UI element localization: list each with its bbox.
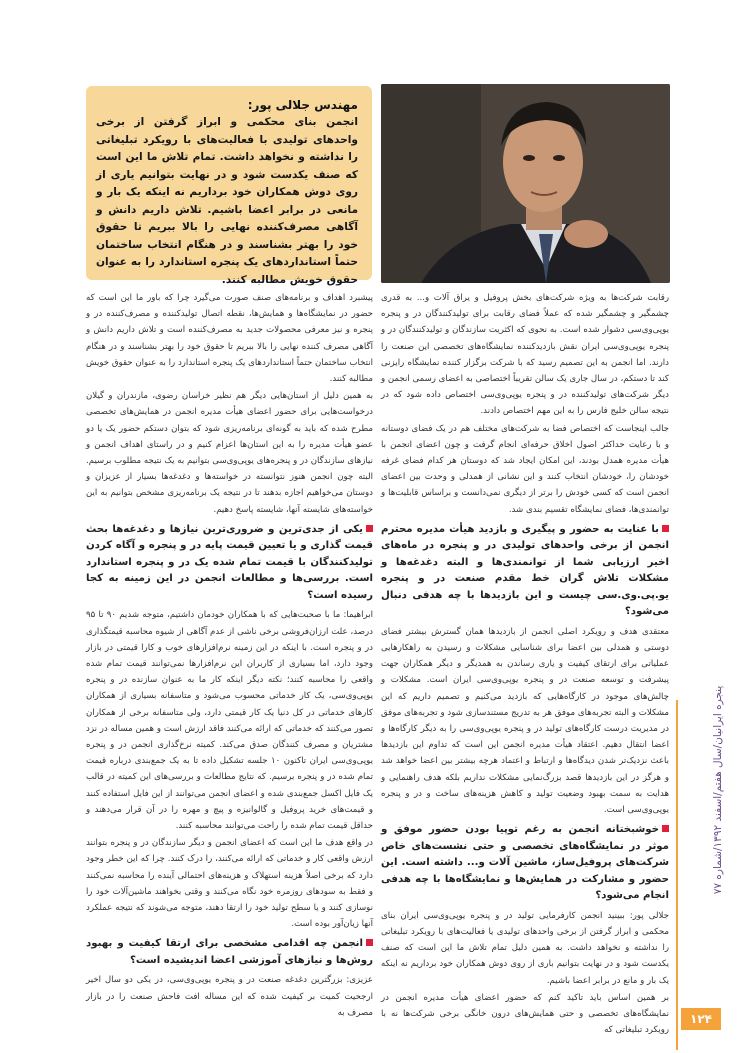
paragraph: ابراهیما: ما با صحبت‌هایی که با همکاران خودمان داشتیم، متوجه شدیم ۹۰ تا ۹۵ درصد، علت ارزان‌فروشی برخی ناشی از عدم آگاهی از شیوه محاسبه قیمتگذاری در و پنجره است. با اینکه در این زمینه نرم‌افزارهای خوب و کارا قیمتی در بازار وجود دارد، اما بسیاری از کاربران این نرم‌افزارها نمی‌توانند قیمت تمام شده واقعی را محاسبه کنند؛ نکته دیگر اینکه کار ما به عنوان سازنده در و پنجره یوپی‌وی‌سی، یک کار خدماتی محسوب می‌شود و متاسفانه بسیاری از همکاران کارهای خدماتی در کل دنیا یک کار قیمتی دارد، ولی متاسفانه برخی از همکاران تصور می‌کنند که خدماتی که ارائه می‌کنند فاقد ارزش است و همین مساله در نزد مشتریان و مصرف کنندگان صدق می‌کند. کمیته نرخ‌گذاری انجمن در و پنجره یوپی‌وی‌سی ایران تاکنون ۱۰ جلسه تشکیل داده تا به یک جمع‌بندی درباره قیمت تمام شده در و پنجره برسیم. که نتایج مطالعات و بررسی‌های این کمیته در قالب یک فایل اکسل جمع‌بندی شده و اعضای انجمن می‌توانند از این فایل استفاده کنند و قیمت‌های خرید پروفیل و گالوانیزه و پیچ و مهره را در آن قرار می‌دهند و حداقل قیمت تمام شده را راحت می‌توانند محاسبه کنند. bbox=[86, 610, 373, 831]
quote-speaker: مهندس جلالی پور: bbox=[247, 98, 358, 112]
paragraph: بر همین اساس باید تاکید کنم که حضور اعضای هیأت مدیره انجمن در نمایشگاه‌های تخصصی و حتی همایش‌های درون خانگی برخی شرکت‌ها نه با رویکرد تبلیغاتی که bbox=[381, 992, 669, 1036]
interview-question bbox=[381, 522, 669, 621]
portrait-photo bbox=[381, 84, 670, 283]
bullet-icon bbox=[662, 825, 669, 832]
question-text: انجمن چه اقدامی مشخصی برای ارتقا کیفیت و بهبود روش‌ها و نیازهای آموزشی اعضا اندیشیده است؟ bbox=[86, 938, 373, 966]
paragraph: جلالی پور: ببینید انجمن کارفرمایی تولید در و پنجره یوپی‌وی‌سی ایران بنای محکمی و ابراز گرفتن از برخی واحدهای تولیدی یا فعالیت‌های با رویکرد تبلیغاتی را نداشته و نخواهد داشت. به همین دلیل تمام تلاش ما این است که صنف یکدست شود و در نهایت بتوانیم باری از روی دوش همکاران خود برداریم نه اینکه یک بار و مانع در برابر اعضا باشیم. bbox=[381, 910, 669, 986]
margin-accent-line bbox=[676, 700, 678, 1050]
question-text: خوشبختانه انجمن به رغم توپیا بودن حضور موفق و موثر در نمایشگاه‌های تخصصی و حتی نشست‌های خاص شرکت‌های پروفیل‌ساز، ماشین آلات و... داشته است. این حضور و مشارکت در همایش‌ها و نمایشگاه‌ها با چه هدفی انجام می‌شود؟ bbox=[381, 824, 669, 902]
paragraph: به همین دلیل از استان‌هایی دیگر هم نظیر خراسان رضوی، مازندران و گیلان درخواست‌هایی برای حضور اعضای هیأت مدیره انجمن در همایش‌های تخصصی مطرح شده که باید به گونه‌ای برنامه‌ریزی شود که بتوان دستکم حضور یک یا دو عضو هیأت مدیره را به این استان‌ها اعزام کنیم و در راستای اهداف انجمن و نیازهای سازندگان در و پنجره‌های یوپی‌وی‌سی بتوانیم به یک نتیجه مطلوب برسیم. البته چون انجمن هنوز نتوانسته در خواسته‌ها و دغدغه‌ها بسیار از عزیزان و دوستان می‌خواهیم اجازه بدهند تا در نتیجه یک برنامه‌ریزی مشخص بتوانیم به این خواسته‌های شایسته آنها، شایسته پاسخ دهیم. bbox=[86, 391, 373, 515]
paragraph: پیشبرد اهداف و برنامه‌های صنف صورت می‌گیرد چرا که باور ما این است که حضور در نمایشگاه‌ها و همایش‌ها، نقطه اتصال تولیدکننده و مصرف‌کننده در و پنجره و نیز معرفی محصولات جدید به مصرف‌کننده است و تلاش داریم دانش و آگاهی مصرف کننده نهایی را بالا ببریم تا حقوق خود را بهتر بشناسند و در هنگام انتخاب ساختمان حتماً استانداردهای یک پنجره استاندارد را به عنوان حقوق خویش مطالبه کنند. bbox=[86, 293, 373, 385]
page-number: ۱۲۴ bbox=[681, 1008, 721, 1030]
pull-quote bbox=[86, 86, 372, 286]
bullet-icon bbox=[662, 525, 669, 532]
paragraph: عزیزی: بزرگترین دغدغه صنعت در و پنجره یوپی‌وی‌سی، در یکی دو سال اخیر ارجحیت کمیت بر کیفیت شده که این مساله افت فاحش صنعت را در بازار مصرف به bbox=[86, 975, 373, 1018]
paragraph: معتقدی هدف و رویکرد اصلی انجمن از بازدیدها همان گسترش بیشتر فضای دوستی و همدلی بین اعضا برای شناسایی مشکلات و رسیدن به راهکارهایی عملیاتی برای ارتقای کیفیت و یاری رساندن به همدیگر و دیگر همکاران جهت پیشرفت و توسعه صنعت در و پنجره یوپی‌وی‌سی ایران است. مشکلات و چالش‌های موجود در کارگاه‌هایی که بازدید می‌کنیم و تصمیم داریم که این مشکلات و البته تجربه‌های موفق هر به تدریج مستندسازی شود و تجربه‌های موفق در مدیریت درست کارگاه‌های تولید در و پنجره یوپی‌وی‌سی را به دیگر کارگاه‌ها و اعضا انتقال دهیم. اعتقاد هیأت مدیره انجمن این است که تداوم این بازدیدها باعث نزدیک‌تر شدن دیدگاه‌ها و ارتباط و اعتماد هرچه بیشتر بین اعضا خواهد شد و هرگز در این بازدیدها قصد بزرگ‌نمایی مشکلات نداریم بلکه هدف راهنمایی و هدایت به سمت بهبود وضعیت تولید و کاهش هزینه‌های ساخت و در و پنجره یوپی‌وی‌سی است. bbox=[381, 626, 669, 816]
quote-text: انجمن بنای محکمی و ابراز گرفتن از برخی واحدهای تولیدی با فعالیت‌های با رویکرد تبلیغاتی را نداشته و نخواهد داشت. تمام تلاش ما این است که صنف یکدست شود و در نهایت بتوانیم یاری از روی دوش همکاران خود برداریم نه اینکه یک بار و مانعی در برابر اعضا باشیم. تلاش داریم دانش و آگاهی مصرف‌کننده نهایی را بالا ببریم تا حقوق خود را بهتر بشناسند و در هنگام انتخاب ساختمان حتماً استانداردهای یک پنجره استاندارد را به عنوان حقوق خویش مطالبه کنند. bbox=[96, 116, 358, 286]
bullet-icon bbox=[366, 939, 373, 946]
question-text: با عنایت به حضور و پیگیری و بازدید هیأت مدیره محترم انجمن از برخی واحدهای تولیدی در و پنجره در ماه‌های اخیر ارزیابی شما از توانمندی‌ها و البته دغدغه‌ها و مشکلات تلاش گران خط مقدم صنعت در و پنجره یو.پی.وی.سی چیست و این بازدیدها با چه هدفی دنبال می‌شود؟ bbox=[381, 523, 669, 618]
paragraph: رقابت شرکت‌ها به ویژه شرکت‌های بخش پروفیل و یراق آلات و... به قدری چشمگیر و چشمگیر شده که عملاً فضای رقابت برای تولیدکنندگان در و پنجره یوپی‌وی‌سی دشوار شده است. به نحوی که اکثریت سازندگان و تولیدکنندگان در و پنجره یوپی‌وی‌سی ایران نقش بازدیدکننده نمایشگاه‌های تخصصی این صنعت را دارند. اما انجمن به این تصمیم رسید که با شرکت برگزار کننده نمایشگاه رایزنی کند تا دستکم، در سال جاری یک سالن تقریباً اختصاصی به اعضای رسمی انجمن و دیگر شرکت‌های تولیدکننده در و پنجره یوپی‌وی‌سی اختصاص داده شود که در نتیجه سالن خلیج فارس را به این مهم اختصاص دادند. bbox=[381, 293, 669, 417]
interview-question bbox=[86, 522, 373, 605]
paragraph: در واقع هدف ما این است که اعضای انجمن و دیگر سازندگان در و پنجره بتوانند ارزش واقعی کار و خدماتی که ارائه می‌کنند، را درک کنند. چرا که این خطر وجود دارد که برخی اصلاً هزینه استهلاک و هزینه‌های احتمالی آینده را محاسبه نمی‌کنند و فقط به سودهای روزمره خود نگاه می‌کنند و وقتی بخواهند ماشین‌آلات خود را نوسازی کنند و یا سطح تولید خود را ارتقا دهند، متوجه می‌شوند که نتیجه عملکرد آنها زیان‌آور بوده است. bbox=[86, 838, 373, 930]
bullet-icon bbox=[366, 525, 373, 532]
paragraph: جالب اینجاست که اختصاص فضا به شرکت‌های مختلف هم در یک فضای دوستانه و با رعایت حداکثر اصول اخلاق حرفه‌ای انجام گرفت و چون اعضای انجمن با هیأت مدیره همدل بودند، این امکان ایجاد شد که دوستان هر کدام فضای غرفه خودشان را، خودشان انتخاب کنند و این نشانی از همدلی و وحدت بین اعضای انجمن است که کسی خودش را برتر از دیگری نمی‌دانست و براساس قابلیت‌ها و توانمندی‌ها، فضای نمایشگاه تقسیم بندی شد. bbox=[381, 423, 669, 515]
question-text: یکی از جدی‌ترین و ضروری‌ترین نیازها و دغدغه‌ها بحث قیمت گذاری و یا تعیین قیمت پایه در و پنجره و آگاه کردن تولیدکنندگان با قیمت تمام شده یک در و پنجره استاندارد است. بررسی‌ها و مطالعات انجمن در این زمینه به کجا رسیده است؟ bbox=[86, 523, 373, 601]
interview-question bbox=[381, 822, 669, 905]
right-column bbox=[381, 290, 669, 1039]
left-column bbox=[86, 290, 373, 1022]
interview-question bbox=[86, 936, 373, 969]
issue-line: پنجره ایرانیان/سال هفتم/اسفند ۱۳۹۲/شماره ۷۷ bbox=[712, 685, 724, 895]
